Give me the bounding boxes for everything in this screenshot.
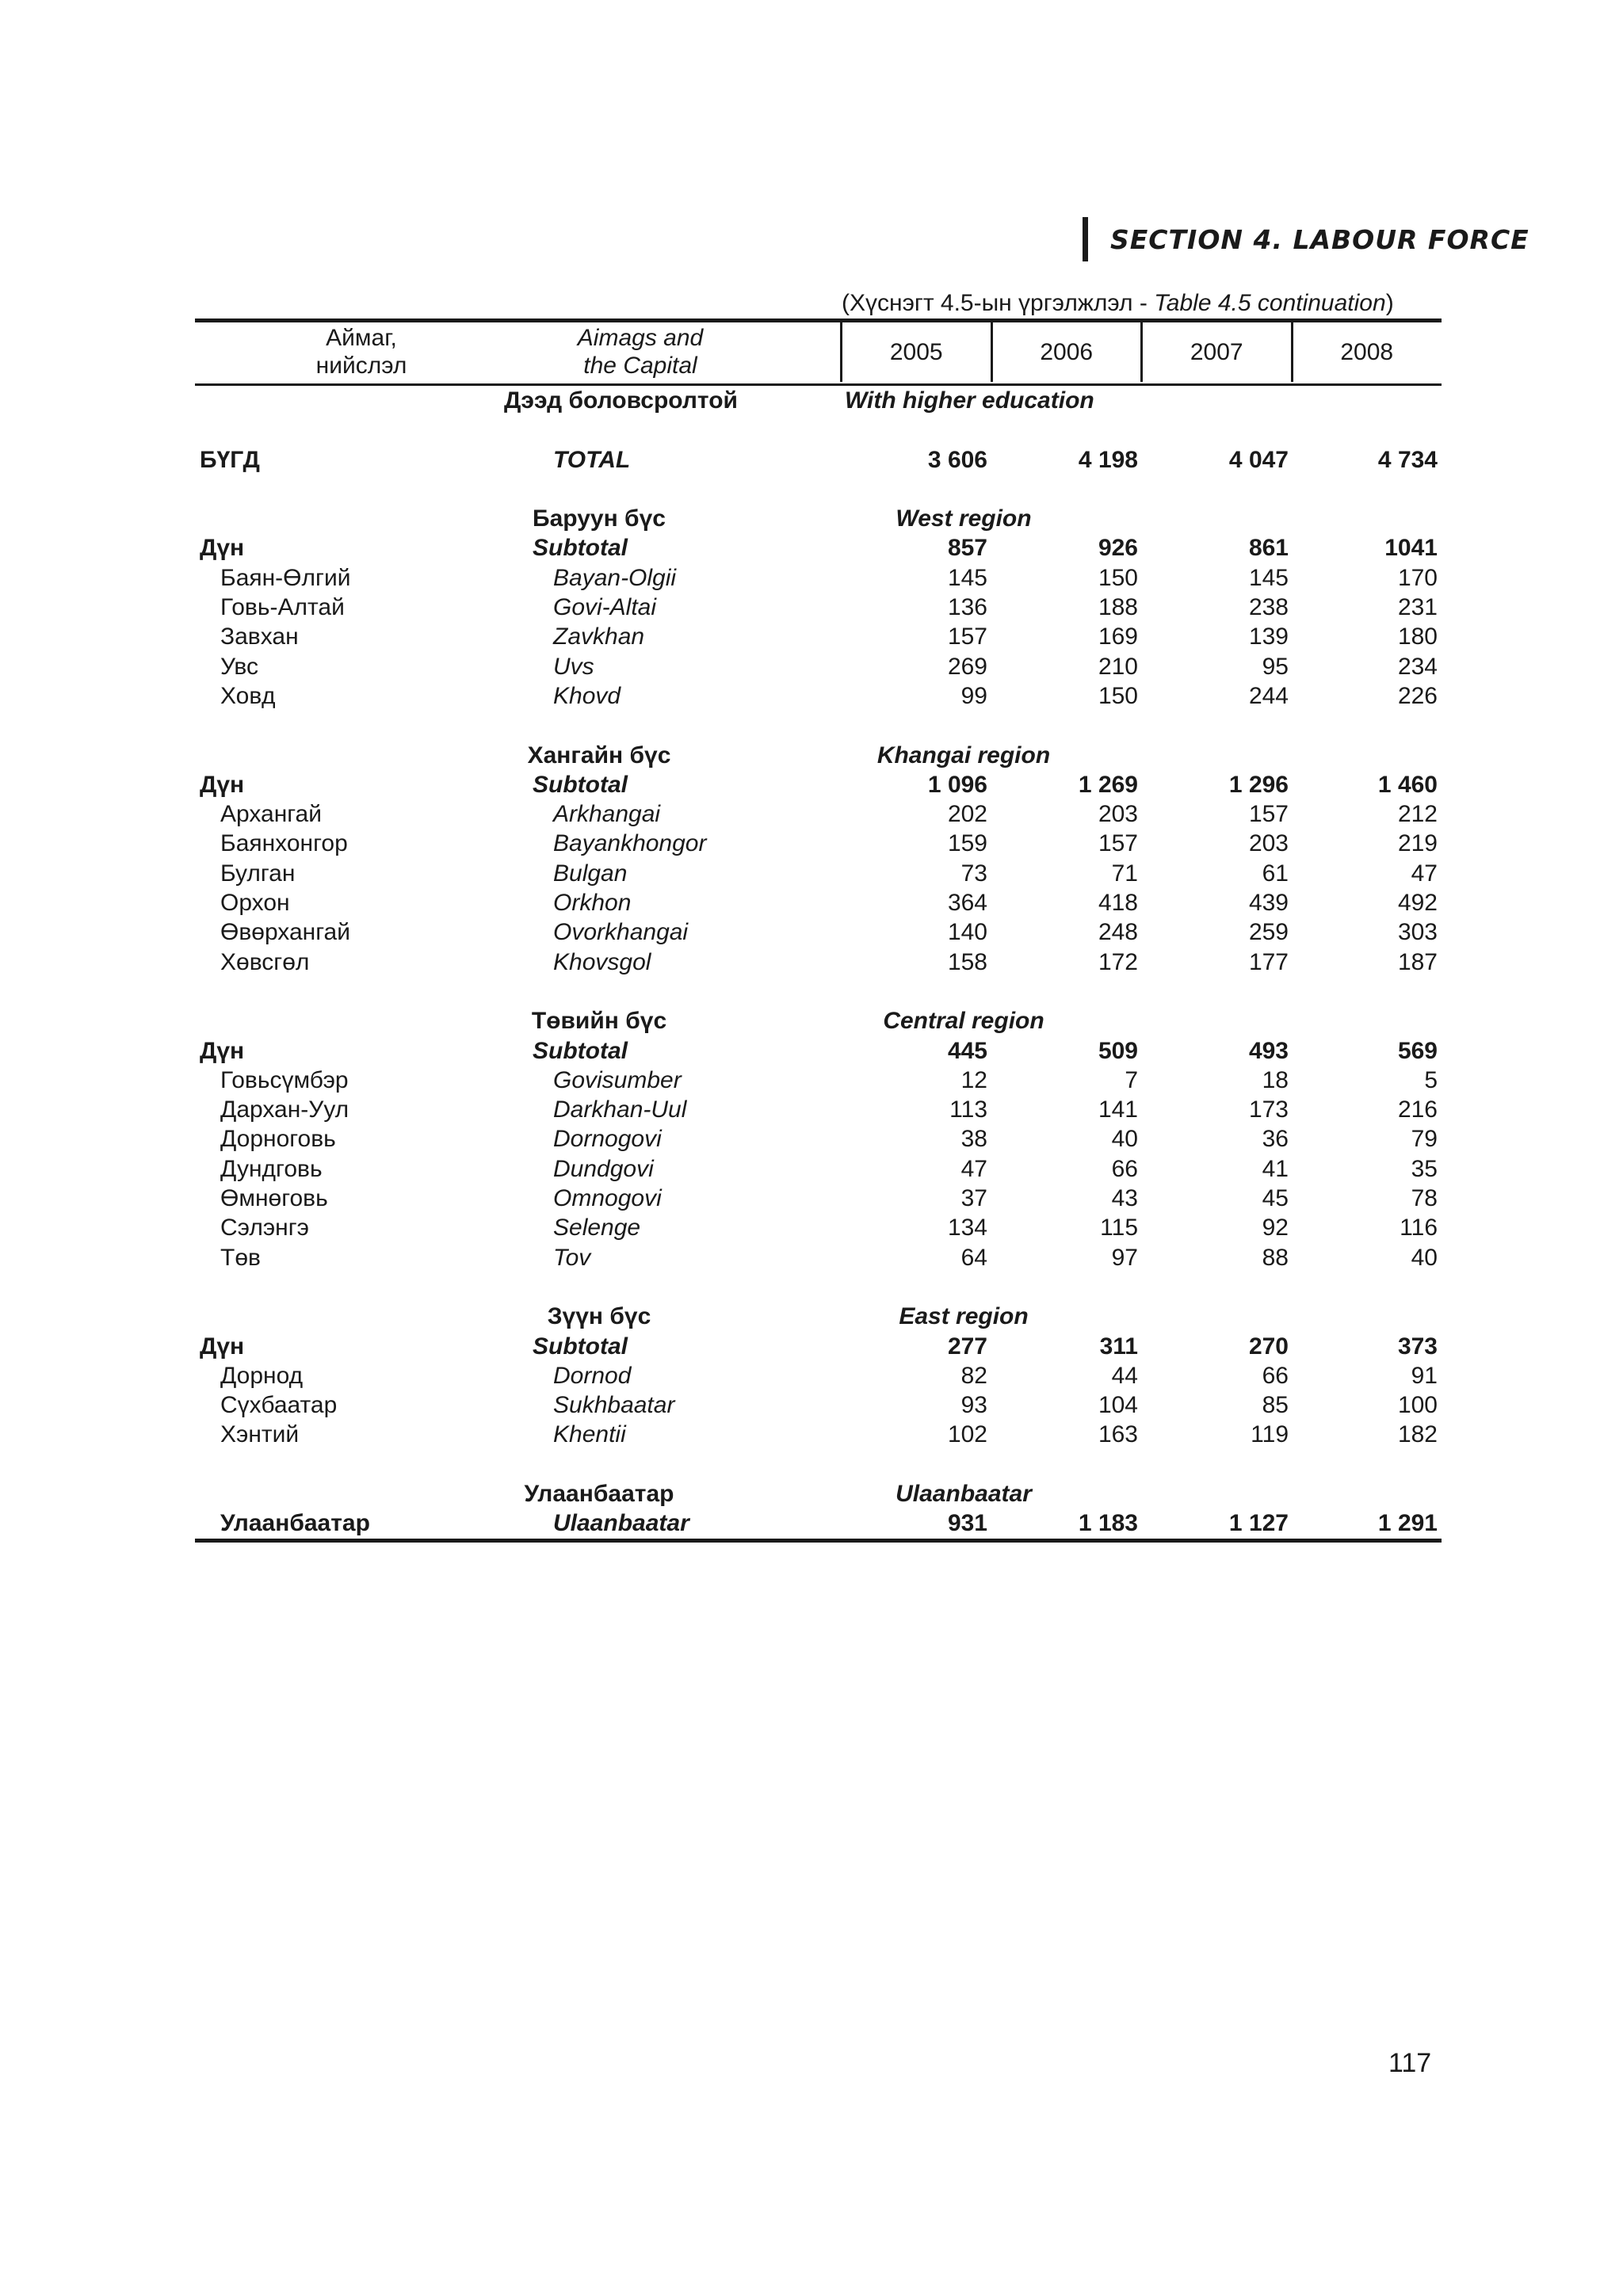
value-cell: 61: [1262, 860, 1289, 887]
row-spacer: [195, 977, 1442, 1006]
value-cell: 115: [1100, 1215, 1138, 1241]
aimag-name-mn: Ховд: [220, 682, 276, 709]
value-cell: 140: [947, 919, 987, 946]
aimag-name-en: Zavkhan: [553, 624, 645, 650]
header-en-line2: the Capital: [583, 353, 697, 379]
aimag-name-mn: Говьсүмбэр: [220, 1066, 349, 1093]
value-cell: 73: [960, 860, 987, 887]
value-cell: 188: [1098, 594, 1138, 621]
aimag-name-en: Selenge: [553, 1215, 641, 1241]
value-cell: 102: [947, 1421, 987, 1448]
aimag-name-mn: Архангай: [220, 801, 322, 828]
value-cell: 569: [1397, 1037, 1438, 1064]
aimag-name-mn: Завхан: [220, 624, 299, 650]
aimag-name-en: Bulgan: [553, 860, 628, 887]
value-cell: 93: [960, 1392, 987, 1419]
page-number: 117: [1388, 2048, 1432, 2078]
region-name-en: Khangai region: [876, 742, 1051, 769]
table-row: [195, 1066, 1442, 1095]
value-cell: 1 127: [1228, 1510, 1289, 1537]
value-cell: 857: [947, 535, 987, 562]
table-row: [195, 1420, 1442, 1449]
value-cell: 173: [1248, 1097, 1289, 1123]
value-cell: 163: [1098, 1421, 1138, 1448]
aimag-name-mn: Өвөрхангай: [220, 919, 350, 946]
region-heading-row: [195, 1006, 1442, 1035]
table-row: [195, 563, 1442, 593]
aimag-name-mn: Сэлэнгэ: [220, 1215, 309, 1241]
value-cell: 270: [1248, 1333, 1289, 1360]
aimag-name-en: Khentii: [553, 1421, 626, 1448]
region-name-en: East region: [899, 1303, 1029, 1330]
aimag-name-en: Bayan-Olgii: [553, 564, 677, 591]
value-cell: 141: [1098, 1097, 1138, 1123]
subtotal-label-mn: Дүн: [200, 535, 245, 562]
table-row: [195, 1095, 1442, 1124]
value-cell: 136: [947, 594, 987, 621]
table-row: [195, 593, 1442, 622]
value-cell: 99: [960, 682, 987, 709]
value-cell: 12: [960, 1066, 987, 1093]
value-cell: 37: [960, 1185, 987, 1212]
category-label-en: With higher education: [845, 387, 1094, 414]
year-header-box: [840, 322, 1441, 382]
value-cell: 1 291: [1377, 1510, 1438, 1537]
value-cell: 91: [1411, 1362, 1438, 1389]
value-cell: 150: [1098, 682, 1138, 709]
total-label-mn: БҮГД: [200, 446, 260, 473]
table-row: [195, 1213, 1442, 1242]
table-continuation-note: [842, 290, 1394, 317]
table-body: [195, 386, 1442, 1539]
continuation-italic: Table 4.5 continuation: [1154, 290, 1386, 316]
value-cell: 150: [1098, 564, 1138, 591]
aimag-name-en: Ovorkhangai: [553, 919, 689, 946]
aimag-name-en: Dundgovi: [553, 1155, 654, 1182]
table-row: [195, 888, 1442, 917]
value-cell: 40: [1111, 1126, 1138, 1153]
header-mn: [211, 324, 512, 379]
value-cell: 97: [1111, 1244, 1138, 1271]
table-row: [195, 829, 1442, 858]
aimag-name-mn: Өмнөговь: [220, 1185, 328, 1212]
year-header-cell: 2005: [842, 322, 993, 382]
value-cell: 364: [947, 890, 987, 917]
value-cell: 1 183: [1078, 1510, 1138, 1537]
value-cell: 212: [1397, 801, 1438, 828]
subtotal-row: [195, 533, 1442, 563]
value-cell: 3 606: [927, 446, 987, 473]
value-cell: 100: [1397, 1392, 1438, 1419]
value-cell: 187: [1397, 948, 1438, 975]
aimag-name-en: Dornod: [553, 1362, 632, 1389]
aimag-name-en: Darkhan-Uul: [553, 1097, 687, 1123]
table-row: [195, 622, 1442, 651]
value-cell: 269: [947, 653, 987, 680]
value-cell: 159: [947, 830, 987, 857]
row-spacer: [195, 1272, 1442, 1302]
value-cell: 47: [1411, 860, 1438, 887]
subtotal-label-en: Subtotal: [533, 1037, 628, 1064]
value-cell: 210: [1098, 653, 1138, 680]
value-cell: 66: [1111, 1155, 1138, 1182]
aimag-name-en: Orkhon: [553, 890, 632, 917]
section-title: SECTION 4. LABOUR FORCE: [1110, 223, 1529, 255]
aimag-name-en: Uvs: [553, 653, 594, 680]
value-cell: 509: [1098, 1037, 1138, 1064]
value-cell: 4 734: [1377, 446, 1438, 473]
table-row: [195, 1243, 1442, 1272]
subtotal-label-en: Subtotal: [533, 1333, 628, 1360]
aimag-name-en: Sukhbaatar: [553, 1392, 675, 1419]
value-cell: 259: [1248, 919, 1289, 946]
subtotal-row: [195, 770, 1442, 799]
aimag-name-mn: Булган: [220, 860, 296, 887]
value-cell: 169: [1098, 624, 1138, 650]
value-cell: 277: [947, 1333, 987, 1360]
region-name-mn: Хангайн бүс: [527, 742, 671, 769]
aimag-name-mn: Говь-Алтай: [220, 594, 345, 621]
aimag-name-en: Dornogovi: [553, 1126, 662, 1153]
value-cell: 177: [1248, 948, 1289, 975]
table-header: [195, 322, 1442, 383]
value-cell: 244: [1248, 682, 1289, 709]
value-cell: 219: [1397, 830, 1438, 857]
value-cell: 172: [1098, 948, 1138, 975]
data-table: [195, 318, 1442, 1543]
value-cell: 157: [1248, 801, 1289, 828]
aimag-name-mn: Дархан-Уул: [220, 1097, 349, 1123]
category-row: [195, 386, 1442, 415]
section-bar: [1083, 217, 1088, 261]
region-name-en: Central region: [883, 1008, 1044, 1035]
region-name-mn: Төвийн бүс: [531, 1008, 667, 1035]
value-cell: 231: [1397, 594, 1438, 621]
table-row: [195, 799, 1442, 829]
value-cell: 202: [947, 801, 987, 828]
continuation-suffix: ): [1385, 290, 1394, 316]
subtotal-label-mn: Дүн: [200, 1333, 245, 1360]
value-cell: 311: [1099, 1333, 1138, 1360]
year-header-cell: 2008: [1340, 338, 1394, 365]
value-cell: 418: [1098, 890, 1138, 917]
table-row: [195, 948, 1442, 977]
value-cell: 182: [1397, 1421, 1438, 1448]
value-cell: 216: [1397, 1097, 1438, 1123]
subtotal-row: [195, 1508, 1442, 1538]
value-cell: 492: [1397, 890, 1438, 917]
header-mn-line2: нийслэл: [315, 353, 407, 379]
subtotal-label-mn: Улаанбаатар: [220, 1510, 370, 1537]
value-cell: 373: [1397, 1333, 1438, 1360]
value-cell: 40: [1411, 1244, 1438, 1271]
value-cell: 158: [947, 948, 987, 975]
value-cell: 113: [949, 1097, 987, 1123]
row-spacer: [195, 711, 1442, 740]
table-row: [195, 1361, 1442, 1390]
value-cell: 36: [1262, 1126, 1289, 1153]
region-name-en: Ulaanbaatar: [896, 1480, 1032, 1507]
aimag-name-en: Govisumber: [553, 1066, 682, 1093]
value-cell: 116: [1400, 1215, 1438, 1241]
subtotal-label-mn: Дүн: [200, 771, 245, 798]
value-cell: 41: [1262, 1155, 1289, 1182]
value-cell: 45: [1262, 1185, 1289, 1212]
value-cell: 104: [1098, 1392, 1138, 1419]
table-row: [195, 1154, 1442, 1184]
aimag-name-mn: Увс: [220, 653, 258, 680]
value-cell: 66: [1262, 1362, 1289, 1389]
value-cell: 226: [1397, 682, 1438, 709]
table-row: [195, 1184, 1442, 1213]
value-cell: 119: [1251, 1421, 1289, 1448]
region-heading-row: [195, 1302, 1442, 1331]
value-cell: 44: [1111, 1362, 1138, 1389]
value-cell: 95: [1262, 653, 1289, 680]
aimag-name-en: Khovd: [553, 682, 621, 709]
value-cell: 78: [1411, 1185, 1438, 1212]
value-cell: 92: [1262, 1215, 1289, 1241]
value-cell: 145: [1248, 564, 1289, 591]
table-row: [195, 681, 1442, 711]
total-label-en: TOTAL: [553, 446, 631, 473]
year-header-cell: 2007: [1143, 322, 1293, 382]
value-cell: 139: [1248, 624, 1289, 650]
aimag-name-mn: Баян-Өлгий: [220, 564, 351, 591]
value-cell: 1 096: [927, 771, 987, 798]
table-bottom-rule: [195, 1539, 1442, 1543]
value-cell: 4 198: [1078, 446, 1138, 473]
header-en-line1: Aimags and: [577, 325, 704, 351]
aimag-name-mn: Хөвсгөл: [220, 948, 310, 975]
row-spacer: [195, 475, 1442, 504]
value-cell: 203: [1098, 801, 1138, 828]
aimag-name-en: Khovsgol: [553, 948, 651, 975]
value-cell: 203: [1248, 830, 1289, 857]
table-row: [195, 1124, 1442, 1154]
row-spacer: [195, 1450, 1442, 1479]
value-cell: 4 047: [1228, 446, 1289, 473]
aimag-name-mn: Баянхонгор: [220, 830, 348, 857]
subtotal-label-en: Subtotal: [533, 771, 628, 798]
value-cell: 157: [1098, 830, 1138, 857]
value-cell: 43: [1111, 1185, 1138, 1212]
value-cell: 35: [1411, 1155, 1438, 1182]
value-cell: 157: [947, 624, 987, 650]
value-cell: 931: [947, 1510, 987, 1537]
region-name-mn: Баруун бүс: [533, 505, 666, 532]
value-cell: 88: [1262, 1244, 1289, 1271]
value-cell: 18: [1262, 1066, 1289, 1093]
aimag-name-en: Arkhangai: [553, 801, 661, 828]
subtotal-row: [195, 1332, 1442, 1361]
value-cell: 5: [1424, 1066, 1438, 1093]
region-name-mn: Улаанбаатар: [524, 1480, 674, 1507]
value-cell: 170: [1397, 564, 1438, 591]
aimag-name-en: Tov: [553, 1244, 591, 1271]
value-cell: 248: [1098, 919, 1138, 946]
aimag-name-en: Omnogovi: [553, 1185, 662, 1212]
value-cell: 38: [960, 1126, 987, 1153]
value-cell: 85: [1262, 1392, 1289, 1419]
year-header-cell: 2006: [993, 322, 1144, 382]
aimag-name-en: Bayankhongor: [553, 830, 707, 857]
header-mn-line1: Аймаг,: [326, 325, 397, 351]
value-cell: 303: [1397, 919, 1438, 946]
value-cell: 145: [947, 564, 987, 591]
subtotal-label-mn: Дүн: [200, 1037, 245, 1064]
table-row: [195, 652, 1442, 681]
value-cell: 82: [960, 1362, 987, 1389]
aimag-name-mn: Дундговь: [220, 1155, 323, 1182]
subtotal-label-en: Subtotal: [533, 535, 628, 562]
header-en: [490, 324, 791, 379]
aimag-name-mn: Хэнтий: [220, 1421, 300, 1448]
region-name-en: West region: [896, 505, 1032, 532]
value-cell: 7: [1125, 1066, 1138, 1093]
subtotal-row: [195, 1036, 1442, 1066]
aimag-name-mn: Дорноговь: [220, 1126, 336, 1153]
value-cell: 134: [947, 1215, 987, 1241]
aimag-name-mn: Орхон: [220, 890, 290, 917]
value-cell: 71: [1111, 860, 1138, 887]
value-cell: 439: [1248, 890, 1289, 917]
region-name-mn: Зүүн бүс: [547, 1303, 651, 1330]
region-heading-row: [195, 1479, 1442, 1508]
value-cell: 445: [947, 1037, 987, 1064]
subtotal-label-en: Ulaanbaatar: [553, 1510, 689, 1537]
value-cell: 64: [960, 1244, 987, 1271]
value-cell: 180: [1397, 624, 1438, 650]
value-cell: 1 296: [1228, 771, 1289, 798]
region-heading-row: [195, 741, 1442, 770]
category-label-mn: Дээд боловсролтой: [504, 387, 738, 414]
value-cell: 1041: [1384, 535, 1438, 562]
table-row: [195, 917, 1442, 947]
section-header: [1083, 217, 1529, 261]
value-cell: 926: [1098, 535, 1138, 562]
table-row: [195, 1390, 1442, 1420]
value-cell: 493: [1248, 1037, 1289, 1064]
value-cell: 1 460: [1377, 771, 1438, 798]
aimag-name-mn: Төв: [220, 1244, 261, 1271]
value-cell: 47: [960, 1155, 987, 1182]
total-row: [195, 445, 1442, 475]
aimag-name-mn: Сүхбаатар: [220, 1392, 338, 1419]
value-cell: 861: [1248, 535, 1289, 562]
value-cell: 234: [1397, 653, 1438, 680]
value-cell: 1 269: [1078, 771, 1138, 798]
aimag-name-en: Govi-Altai: [553, 594, 657, 621]
aimag-name-mn: Дорнод: [220, 1362, 304, 1389]
continuation-prefix: (Хүснэгт 4.5-ын үргэлжлэл -: [842, 290, 1155, 316]
region-heading-row: [195, 504, 1442, 533]
value-cell: 238: [1248, 594, 1289, 621]
table-row: [195, 859, 1442, 888]
value-cell: 79: [1411, 1126, 1438, 1153]
row-spacer: [195, 415, 1442, 444]
